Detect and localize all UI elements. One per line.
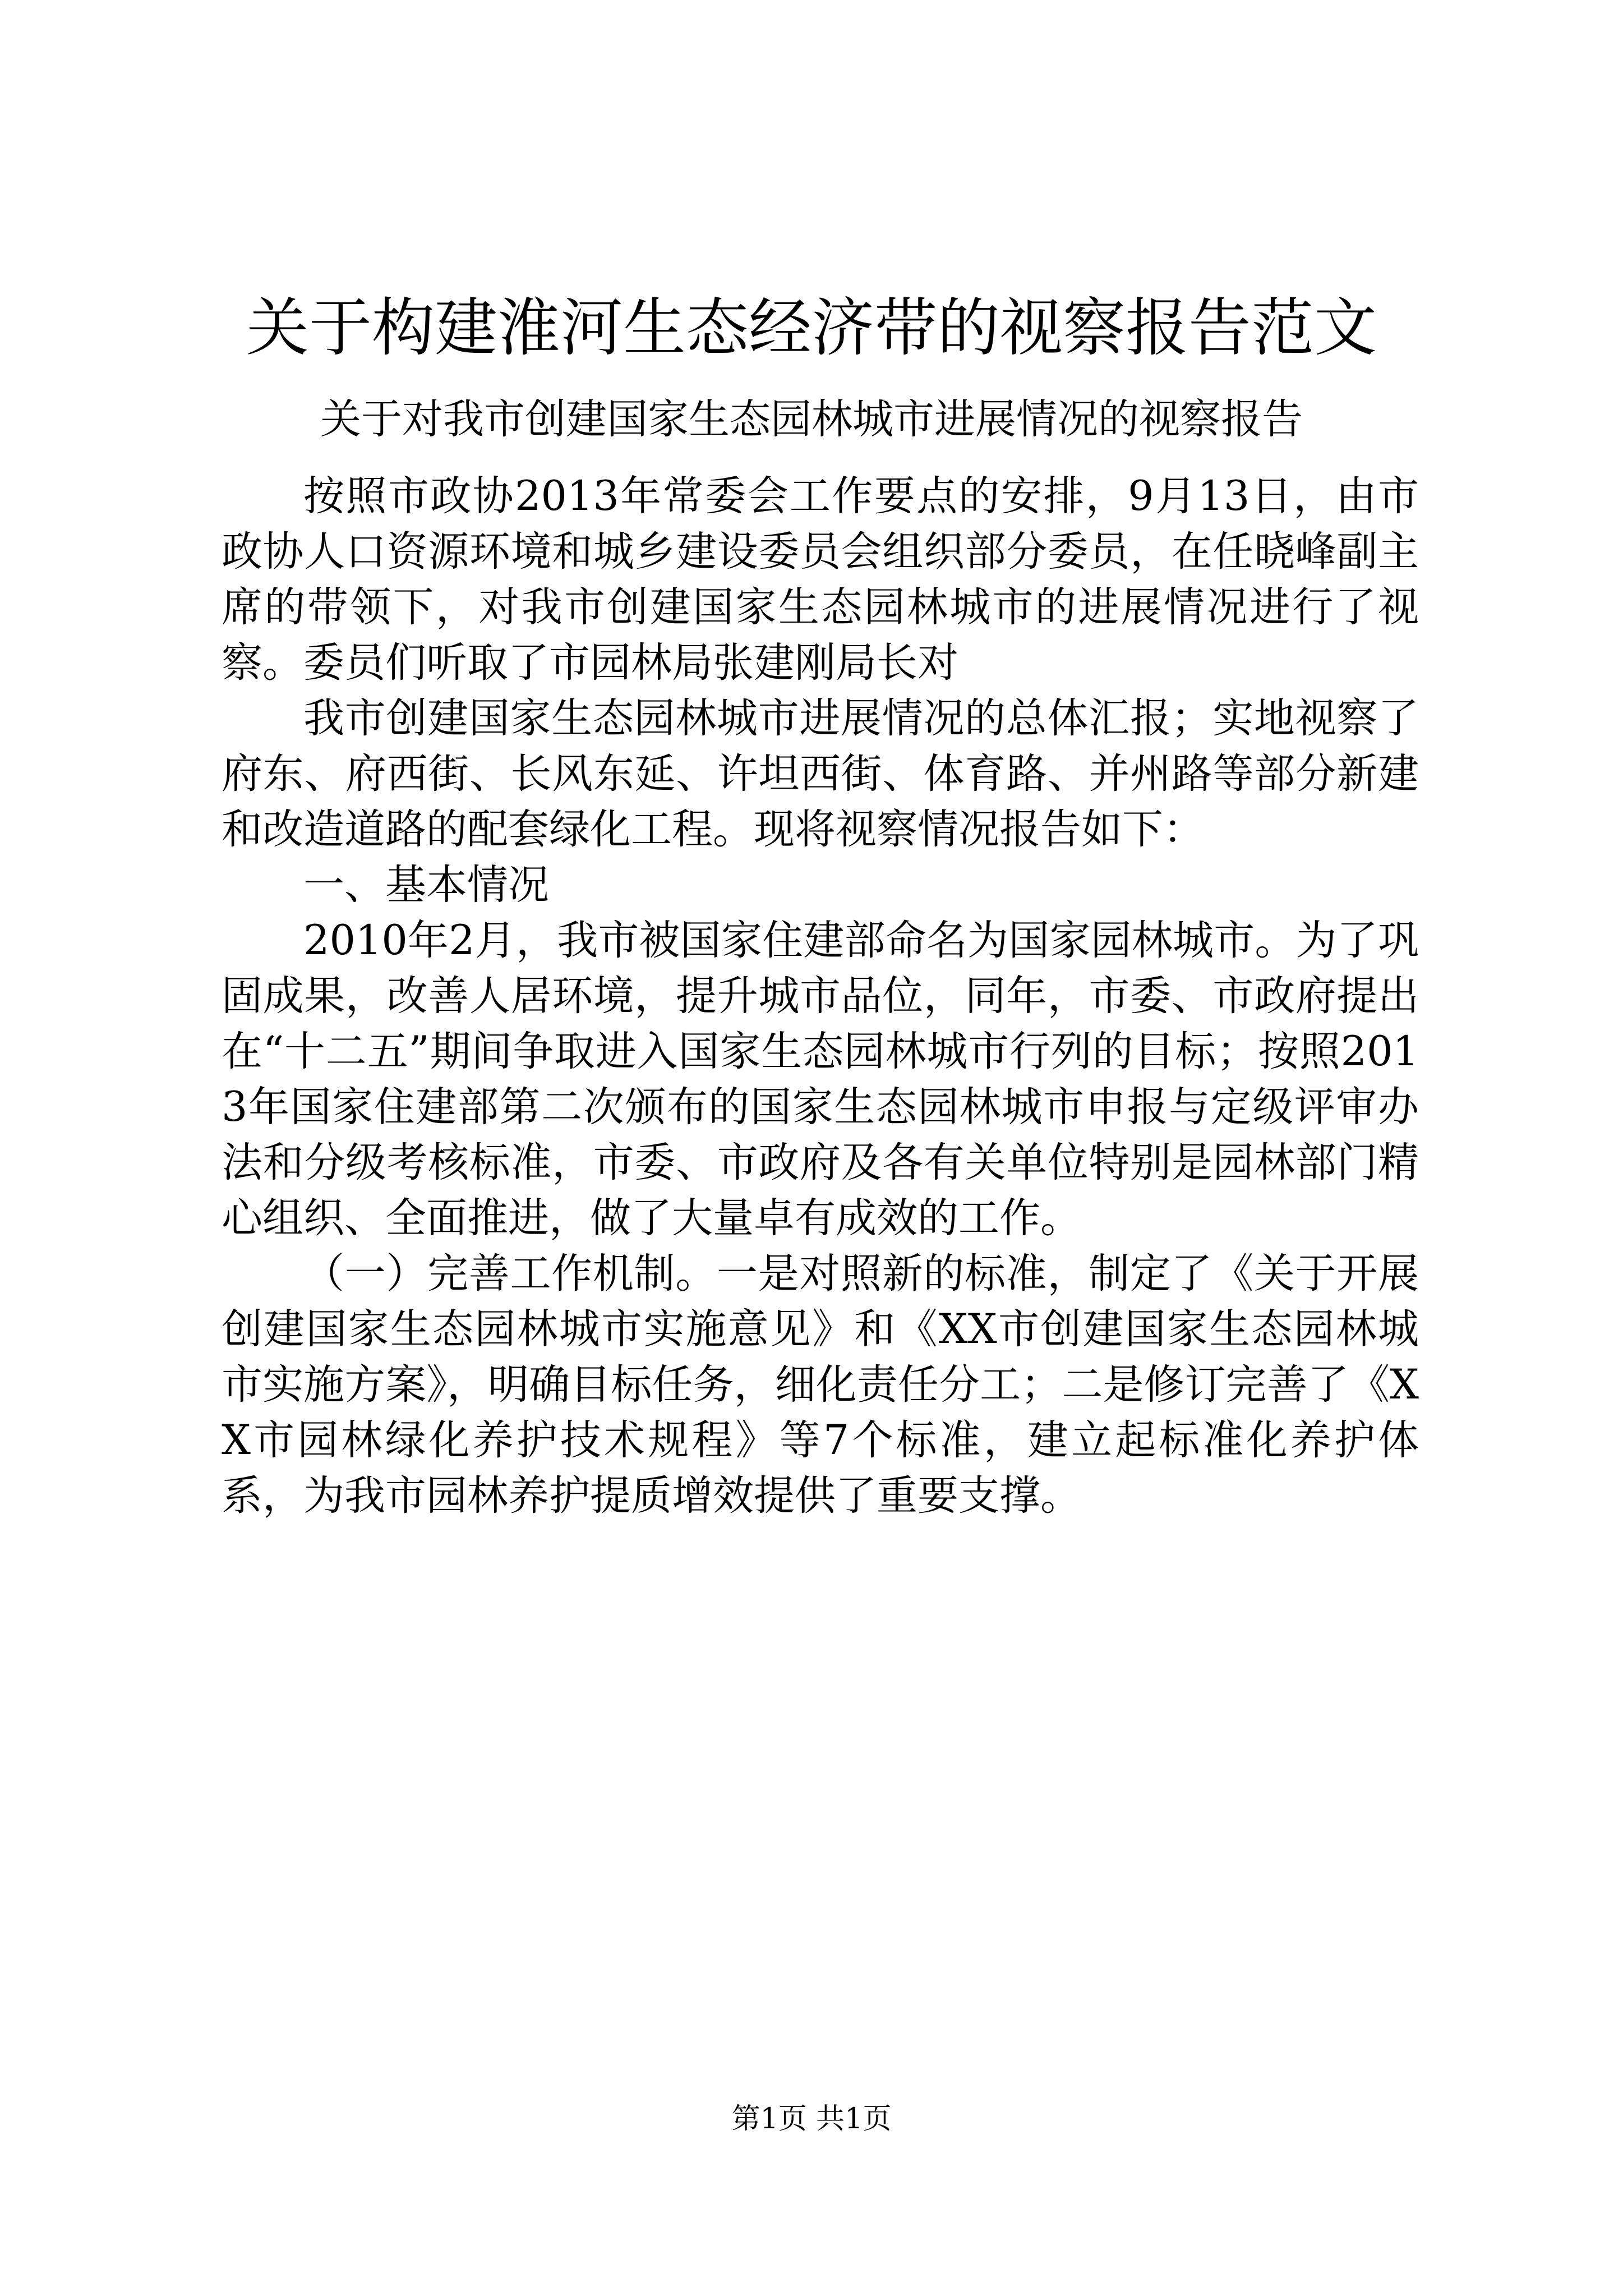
document-title: 关于构建淮河生态经济带的视察报告范文 (246, 292, 1377, 365)
paragraph-4: （一）完善工作机制。一是对照新的标准，制定了《关于开展创建国家生态园林城市实施意见》和《XX市创建国家生态园林城市实施方案》，明确目标任务，细化责任分工；二是修订完善了《XX市园林绿化养护技术规程》等7个标准，建立起标准化养护体系，为我市园林养护提质增效提供了重要支撑。 (222, 1250, 1419, 1520)
paragraph-1: 按照市政协2013年常委会工作要点的安排，9月13日，由市政协人口资源环境和城乡建设委员会组织部分委员，在任晓峰副主席的带领下，对我市创建国家生态园林城市的进展情况进行了视察。委员们听取了市园林局张建刚局长对 (222, 472, 1419, 687)
document-body (222, 468, 1419, 1524)
page-footer: 第1页 共1页 (731, 2102, 892, 2136)
paragraph-3: 2010年2月，我市被国家住建部命名为国家园林城市。为了巩固成果，改善人居环境，提升城市品位，同年，市委、市政府提出在“十二五”期间争取进入国家生态园林城市行列的目标；按照2013年国家住建部第二次颁布的国家生态园林城市申报与定级评审办法和分级考核标准，市委、市政府及各有关单位特别是园林部门精心组织、全面推进，做了大量卓有成效的工作。 (222, 917, 1419, 1242)
document-subtitle: 关于对我市创建国家生态园林城市进展情况的视察报告 (320, 395, 1303, 443)
section-heading-basic-situation: 一、基本情况 (303, 861, 549, 909)
paragraph-2: 我市创建国家生态园林城市进展情况的总体汇报；实地视察了府东、府西街、长风东延、许坦西街、体育路、并州路等部分新建和改造道路的配套绿化工程。现将视察情况报告如下： (222, 694, 1419, 853)
